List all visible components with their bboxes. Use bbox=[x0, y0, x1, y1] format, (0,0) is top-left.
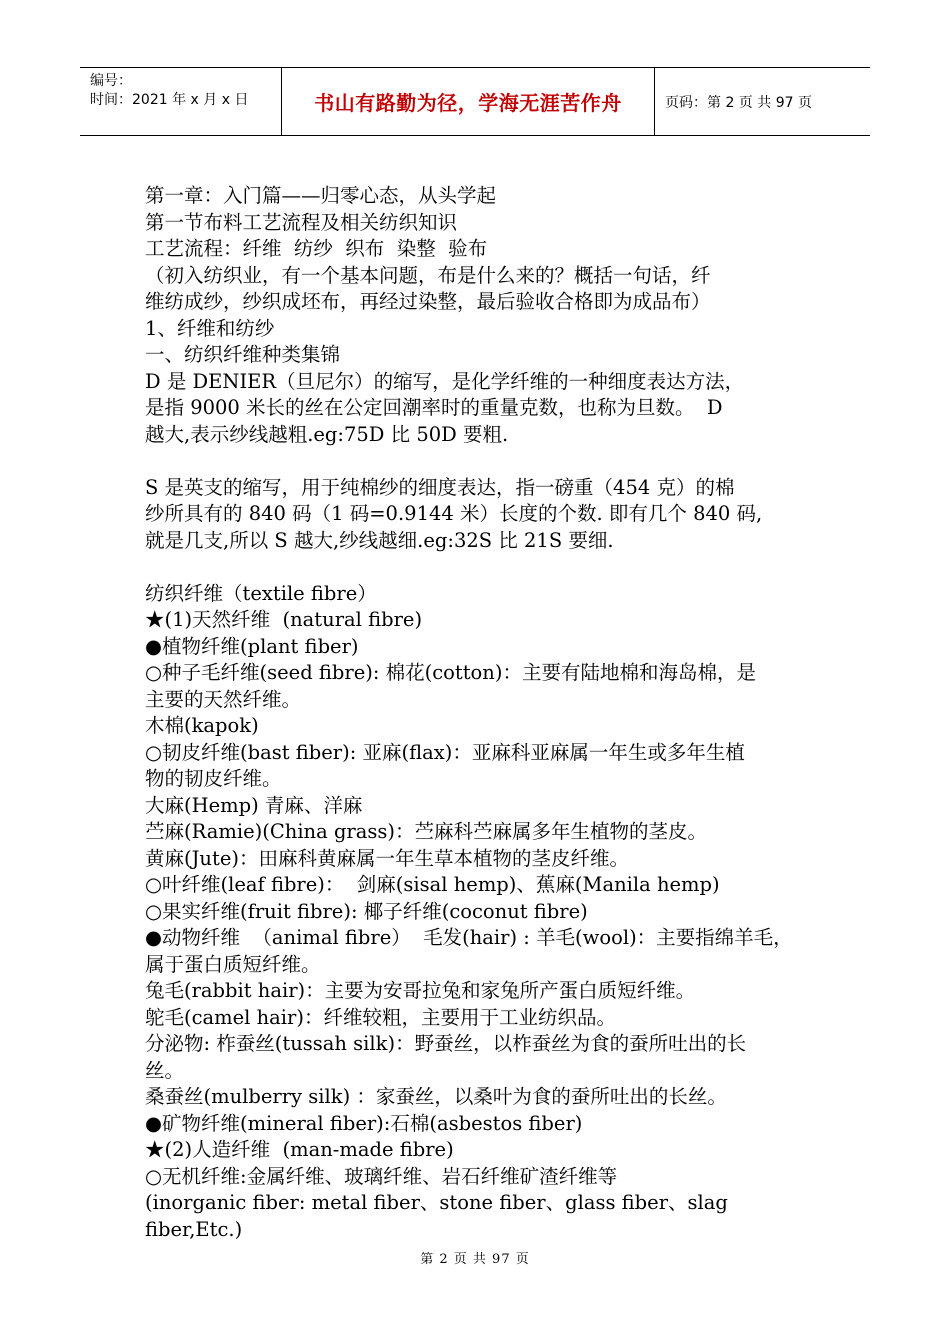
header-time-label: 时间：2021 年 x 月 x 日 bbox=[90, 92, 249, 108]
header-meta bbox=[80, 68, 282, 135]
body-line: (inorganic fiber: metal fiber、stone fiber、glass fiber、slag fiber,Etc.) bbox=[145, 1191, 735, 1241]
header-number-label: 编号： bbox=[90, 73, 132, 89]
body-line: 是指 9000 米长的丝在公定回潮率时的重量克数，也称为旦数。 D bbox=[145, 396, 723, 419]
blank-line bbox=[145, 448, 813, 475]
body-line: ○种子毛纤维(seed fibre): 棉花(cotton)：主要有陆地棉和海岛棉，是 bbox=[145, 661, 756, 684]
body-line: 分泌物: 柞蚕丝(tussah silk)：野蚕丝，以柞蚕丝为食的蚕所吐出的长 bbox=[145, 1032, 747, 1055]
body-line: 第一节布料工艺流程及相关纺织知识 bbox=[145, 210, 458, 234]
body-line: 物的韧皮纤维。 bbox=[145, 767, 282, 790]
body-line: 越大,表示纱线越粗.eg:75D 比 50D 要粗. bbox=[145, 422, 509, 446]
body-line: ○叶纤维(leaf fibre)： 剑麻(sisal hemp)、蕉麻(Manila hemp) bbox=[145, 873, 720, 896]
document-body bbox=[145, 183, 813, 1243]
body-line: ●植物纤维(plant fiber) bbox=[145, 634, 359, 658]
body-line: 第一章：入门篇——归零心态，从头学起 bbox=[145, 184, 497, 207]
body-line: ○无机纤维:金属纤维、玻璃纤维、岩石纤维矿渣纤维等 bbox=[145, 1164, 618, 1188]
body-line: 苎麻(Ramie)(China grass)：苎麻科苎麻属多年生植物的茎皮。 bbox=[145, 820, 707, 843]
body-line: ★(2)人造纤维 (man-made fibre) bbox=[145, 1138, 454, 1161]
body-line: （初入纺织业，有一个基本问题，布是什么来的？概括一句话，纤 bbox=[145, 263, 711, 287]
page-header bbox=[80, 67, 870, 136]
body-line: 大麻(Hemp) 青麻、洋麻 bbox=[145, 793, 363, 817]
body-line: 就是几支,所以 S 越大,纱线越细.eg:32S 比 21S 要细. bbox=[145, 528, 614, 552]
body-line: 鸵毛(camel hair)：纤维较粗，主要用于工业纺织品。 bbox=[145, 1005, 616, 1029]
body-line: 纺织纤维（textile fibre） bbox=[145, 581, 377, 605]
blank-line bbox=[145, 554, 813, 581]
body-line: ●动物纤维 （animal fibre） 毛发(hair) : 羊毛(wool)：主要指绵羊毛， bbox=[145, 926, 793, 949]
body-line: 一、纺织纤维种类集锦 bbox=[145, 343, 341, 366]
body-line: 1、纤维和纺纱 bbox=[145, 316, 275, 340]
body-line: ★(1)天然纤维 (natural fibre) bbox=[145, 608, 423, 631]
body-line: 木棉(kapok) bbox=[145, 714, 259, 737]
page-footer: 第 2 页 共 97 页 bbox=[420, 1252, 530, 1267]
body-line: 维纺成纱，纱织成坯布，再经过染整，最后验收合格即为成品布） bbox=[145, 290, 711, 313]
body-line: 主要的天然纤维。 bbox=[145, 687, 302, 711]
body-line: ●矿物纤维(mineral fiber):石棉(asbestos fiber) bbox=[145, 1111, 583, 1135]
header-motto: 书山有路勤为径，学海无涯苦作舟 bbox=[282, 68, 655, 135]
body-line: S 是英支的缩写，用于纯棉纱的细度表达，指一磅重（454 克）的棉 bbox=[145, 475, 735, 499]
body-line: D 是 DENIER（旦尼尔）的缩写，是化学纤维的一种细度表达方法， bbox=[145, 369, 745, 393]
body-line: ○韧皮纤维(bast fiber): 亚麻(flax)：亚麻科亚麻属一年生或多年生植 bbox=[145, 740, 745, 764]
body-line: ○果实纤维(fruit fibre): 椰子纤维(coconut fibre) bbox=[145, 899, 588, 923]
body-line: 纱所具有的 840 码（1 码=0.9144 米）长度的个数. 即有几个 840 码, bbox=[145, 502, 763, 525]
body-line: 丝。 bbox=[145, 1058, 185, 1082]
body-line: 兔毛(rabbit hair)：主要为安哥拉兔和家兔所产蛋白质短纤维。 bbox=[145, 979, 696, 1002]
body-line: 桑蚕丝(mulberry silk) ：家蚕丝，以桑叶为食的蚕所吐出的长丝。 bbox=[145, 1085, 727, 1108]
header-page-info: 页码：第 2 页 共 97 页 bbox=[665, 94, 812, 111]
body-line: 黄麻(Jute)：田麻科黄麻属一年生草本植物的茎皮纤维。 bbox=[145, 846, 629, 870]
body-line: 工艺流程：纤维 纺纱 织布 染整 验布 bbox=[145, 237, 488, 260]
body-line: 属于蛋白质短纤维。 bbox=[145, 952, 321, 976]
